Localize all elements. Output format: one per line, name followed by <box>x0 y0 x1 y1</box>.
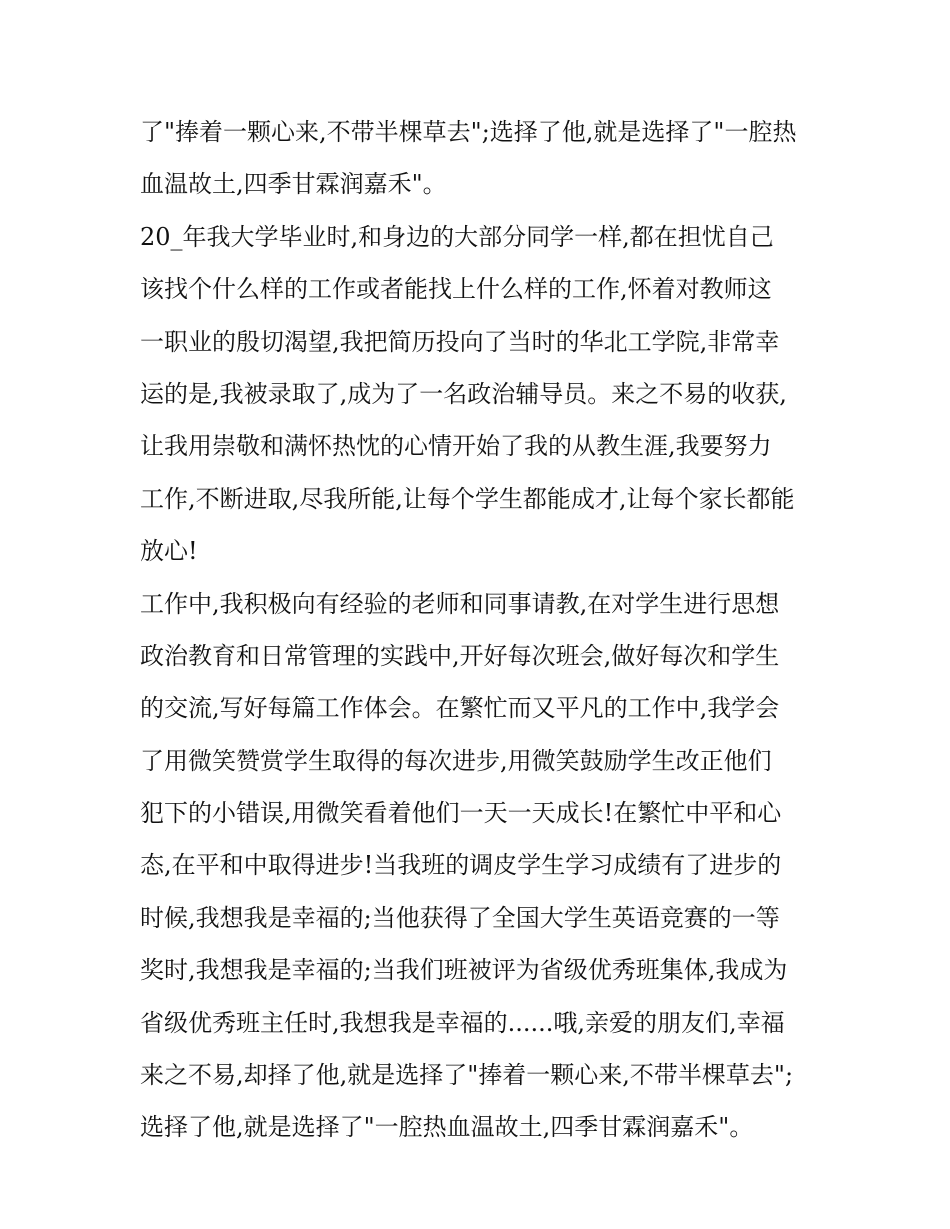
document-body <box>140 106 820 1154</box>
text-line: 态,在平和中取得进步!当我班的调皮学生学习成绩有了进步的 <box>140 851 782 880</box>
text-line: 放心! <box>140 537 198 566</box>
text-line: 犯下的小错误,用微笑看着他们一天一天成长!在繁忙中平和心 <box>140 799 782 828</box>
text-line: 该找个什么样的工作或者能找上什么样的工作,怀着对教师这 <box>140 275 772 304</box>
text-line: 了"捧着一颗心来,不带半棵草去";选择了他,就是选择了"一腔热 <box>140 118 797 146</box>
text-line: 了用微笑赞赏学生取得的每次进步,用微笑鼓励学生改正他们 <box>140 746 772 775</box>
text-line: 来之不易,却择了他,就是选择了"捧着一颗心来,不带半棵草去"; <box>140 1061 794 1090</box>
text-line: 运的是,我被录取了,成为了一名政治辅导员。来之不易的收获, <box>140 379 787 408</box>
text-line: 选择了他,就是选择了"一腔热血温故土,四季甘霖润嘉禾"。 <box>140 1113 754 1142</box>
text-line: 工作,不断进取,尽我所能,让每个学生都能成才,让每个家长都能 <box>140 484 795 513</box>
text-line: 一职业的殷切渴望,我把简历投向了当时的华北工学院,非常幸 <box>140 327 780 356</box>
text-line: 政治教育和日常管理的实践中,开好每次班会,做好每次和学生 <box>140 641 780 670</box>
text-line: 工作中,我积极向有经验的老师和同事请教,在对学生进行思想 <box>140 589 780 618</box>
text-line: 20_年我大学毕业时,和身边的大部分同学一样,都在担忧自己 <box>140 222 774 251</box>
text-line: 血温故土,四季甘霖润嘉禾"。 <box>140 170 447 199</box>
text-line: 的交流,写好每篇工作体会。在繁忙而又平凡的工作中,我学会 <box>140 694 780 723</box>
text-line: 省级优秀班主任时,我想我是幸福的......哦,亲爱的朋友们,幸福 <box>140 1008 785 1037</box>
text-line: 奖时,我想我是幸福的;当我们班被评为省级优秀班集体,我成为 <box>140 956 788 985</box>
text-line: 让我用崇敬和满怀热忱的心情开始了我的从教生涯,我要努力 <box>140 432 772 461</box>
text-line: 时候,我想我是幸福的;当他获得了全国大学生英语竞赛的一等 <box>140 903 780 932</box>
